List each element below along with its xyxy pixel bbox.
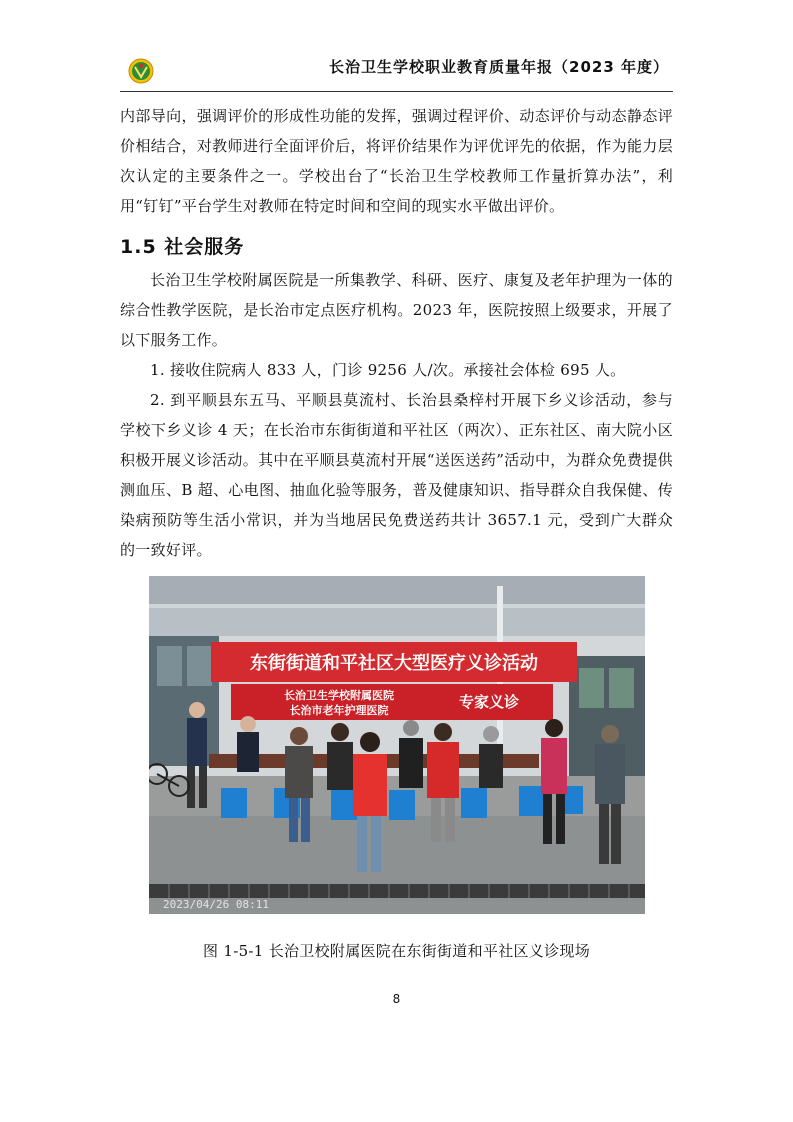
banner-main-text: 东街街道和平社区大型医疗义诊活动 bbox=[250, 653, 538, 674]
banner-line1-text: 长治卫生学校附属医院 bbox=[284, 689, 394, 702]
page-header bbox=[120, 50, 673, 90]
paragraph: 2. 到平顺县东五马、平顺县莫流村、长治县桑梓村开展下乡义诊活动，参与学校下乡义诊 4 天；在长治市东街街道和平社区（两次）、正东社区、南大院小区积极开展义诊活动。其中在平顺县莫流村开展“送医送药”活动中，为群众免费提供测血压、B 超、心电图、抽血化验等服务，普及健康知识、指导群众自我保健、传染病预防等生活小常识，并为当地居民免费送药共计 3657.1 元，受到广大群众的一致好评。 bbox=[120, 391, 673, 559]
figure-caption: 图 1-5-1 长治卫校附属医院在东街街道和平社区义诊现场 bbox=[202, 942, 590, 960]
header-title: 长治卫生学校职业教育质量年报（2023 年度） bbox=[329, 58, 669, 76]
page-number: 8 bbox=[392, 992, 401, 1006]
photo-timestamp: 2023/04/26 08:11 bbox=[163, 898, 269, 911]
paragraph-continued: 内部导向，强调评价的形成性功能的发挥，强调过程评价、动态评价与动态静态评价相结合，对教师进行全面评价后，将评价结果作为评优评先的依据，作为能力层次认定的主要条件之一。学校出台了“长治卫生学校教师工作量折算办法”，利用“钉钉”平台学生对教师在特定时间和空间的现实水平做出评价。 bbox=[120, 107, 673, 215]
banner-right-text: 专家义诊 bbox=[458, 693, 520, 711]
body-text-top bbox=[120, 101, 673, 221]
event-photo-scene bbox=[149, 576, 645, 914]
paragraph: 长治卫生学校附属医院是一所集教学、科研、医疗、康复及老年护理为一体的综合性教学医院，是长治市定点医疗机构。2023 年，医院按照上级要求，开展了以下服务工作。 bbox=[120, 271, 673, 349]
paragraph: 1. 接收住院病人 833 人，门诊 9256 人/次。承接社会体检 695 人。 bbox=[150, 361, 626, 379]
header-divider bbox=[120, 91, 673, 92]
body-text-section bbox=[120, 265, 673, 565]
school-emblem-icon bbox=[128, 58, 154, 84]
event-photo bbox=[149, 576, 645, 914]
banner-line2-text: 长治市老年护理医院 bbox=[289, 704, 389, 717]
section-heading: 1.5 社会服务 bbox=[120, 236, 245, 258]
